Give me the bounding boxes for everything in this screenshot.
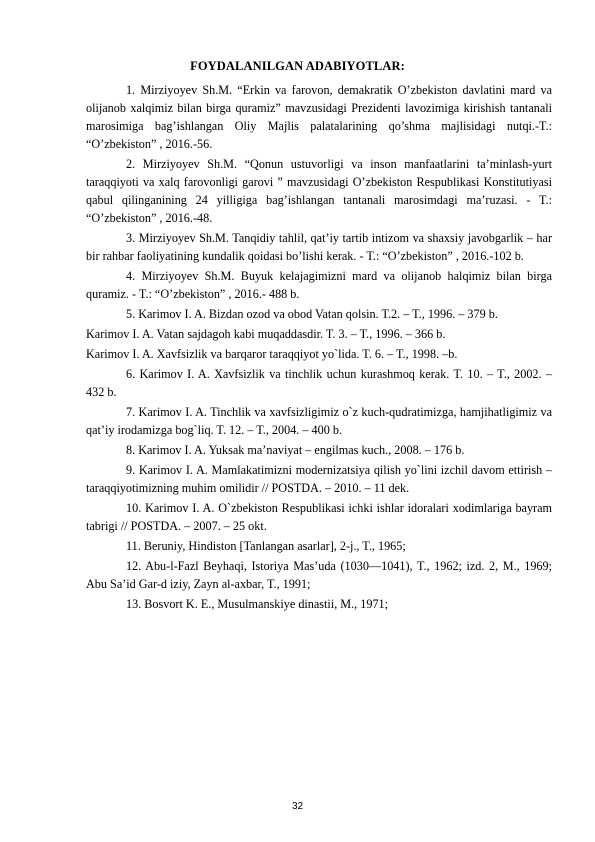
reference-item-5b [86, 345, 552, 363]
reference-number: 2. [126, 157, 136, 171]
reference-text: Mirziyoyev Sh.M. “Qonun ustuvorligi va inson manfaatlarini ta’minlash-yurt taraqqiyoti va xalq farovonligi garovi ” mavzusidagi O’zbekiston Respublikasi Konstitutiyasi qabul qilinganining 24 yilligiga bag’ishlangan tantanali marosimdagi ma’ruzasi. - T.: “O’zbekiston” , 2016.-48. [86, 157, 552, 225]
reference-item-6 [86, 365, 552, 401]
reference-number: 7. [126, 405, 136, 419]
reference-number: 13. [126, 597, 142, 611]
reference-number: 4. [126, 269, 136, 283]
reference-text: Karimov I. A. Xavfsizlik va barqaror taraqqiyot yo`lida. T. 6. – T., 1998. –b. [86, 347, 458, 361]
reference-number: 8. [126, 443, 136, 457]
reference-item-5a [86, 325, 552, 343]
reference-item-4 [86, 267, 552, 303]
reference-text: Karimov I. A. Tinchlik va xavfsizligimiz o`z kuch-qudratimizga, hamjihatligimiz va qat’iy irodamizga bog`liq. T. 12. – T., 2004. – 400 b. [86, 405, 552, 437]
reference-item-5 [86, 305, 552, 323]
reference-item-2 [86, 155, 552, 227]
reference-number: 6. [126, 367, 136, 381]
reference-item-7 [86, 403, 552, 439]
reference-number: 1. [126, 83, 136, 97]
reference-text: Karimov I. A. Xavfsizlik va tinchlik uchun kurashmoq kerak. T. 10. – T., 2002. – 432 b. [86, 367, 552, 399]
reference-text: Karimov I. A. Vatan sajdagoh kabi muqaddasdir. T. 3. – T., 1996. – 366 b. [86, 327, 446, 341]
reference-number: 3. [126, 231, 136, 245]
reference-text: Karimov I. A. Bizdan ozod va obod Vatan qolsin. T.2. – T., 1996. – 379 b. [138, 307, 498, 321]
reference-item-12 [86, 557, 552, 593]
reference-item-9 [86, 461, 552, 497]
reference-text: Beruniy, Hindiston [Tanlangan asarlar], 2-j., T., 1965; [143, 539, 406, 553]
reference-text: Abu-l-Fazl Beyhaqi, Istoriya Mas’uda (1030—1041), T., 1962; izd. 2, M., 1969; Abu Sa’id Gar-d iziy, Zayn al-axbar, T., 1991; [86, 559, 553, 591]
reference-text: Karimov I. A. Mamlakatimizni modernizatsiya qilish yo`lini izchil davom ettirish – taraqqiyotimizning muhim omilidir // POSTDA. – 2010. – 11 dek. [86, 463, 552, 495]
reference-item-1 [86, 81, 552, 153]
reference-number: 5. [126, 307, 136, 321]
reference-text: Bosvort K. E., Musulmanskiye dinastii, M., 1971; [144, 597, 389, 611]
reference-number: 10. [126, 501, 142, 515]
references-title: FOYDALANILGAN ADABIYOTLAR: [190, 59, 405, 73]
reference-text: Mirziyoyev Sh.M. Buyuk kelajagimizni mard va olijanob halqimiz bilan birga quramiz. - T.: “O’zbekiston” , 2016.- 488 b. [86, 269, 552, 301]
reference-number: 9. [126, 463, 136, 477]
reference-item-10 [86, 499, 552, 535]
references-list [86, 81, 552, 615]
reference-item-8 [86, 441, 552, 459]
reference-item-11 [86, 537, 552, 555]
reference-number: 12. [126, 559, 142, 573]
reference-text: Karimov I. A. Yuksak ma’naviyat – engilmas kuch., 2008. – 176 b. [138, 443, 465, 457]
reference-text: Mirziyoyev Sh.M. Tanqidiy tahlil, qat’iy tartib intizom va shaxsiy javobgarlik – har bir rahbar faoliyatining kundalik qoidasi bo’lishi kerak. - T.: “O’zbekiston” , 2016.-102 b. [86, 231, 552, 263]
reference-text: Karimov I. A. O`zbekiston Respublikasi ichki ishlar idoralari xodimlariga bayram tabrigi // POSTDA. – 2007. – 25 okt. [86, 501, 553, 533]
reference-item-3 [86, 229, 552, 265]
page-number: 32 [291, 801, 304, 812]
reference-number: 11. [126, 539, 141, 553]
reference-text: Mirziyoyev Sh.M. “Erkin va farovon, demakratik O’zbekiston davlatini mard va olijanob xalqimiz bilan birga quramiz” mavzusidagi Prezidenti lavozimiga kirishish tantanali marosimiga bag’ishlangan Oliy Majlis palatalarining qo’shma majlisidagi nutqi.-T.: “O’zbekiston” , 2016.-56. [86, 83, 552, 151]
reference-item-13 [86, 595, 552, 613]
